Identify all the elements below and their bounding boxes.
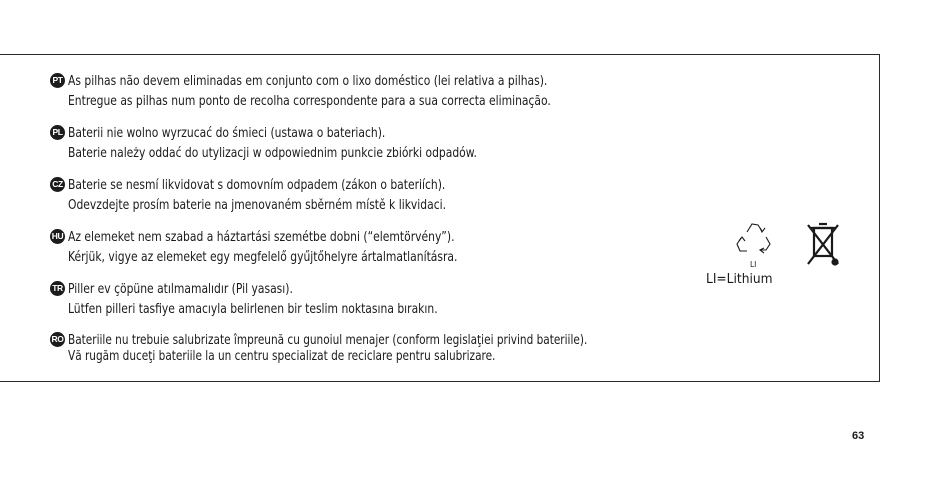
language-badge-hu: HU: [50, 229, 65, 244]
page-number: 63: [852, 430, 865, 442]
language-badge-ro: RO: [50, 332, 65, 347]
entry-line: Entregue as pilhas num ponto de recolha correspondente para a sua correcta eliminação.: [68, 93, 551, 109]
entry-tr: [52, 280, 488, 318]
disposal-symbols: [706, 219, 878, 299]
language-badge-pt: PT: [50, 73, 65, 88]
entry-line: Vă rugăm duceţi bateriile la un centru specializat de reciclare pentru salubrizare.: [68, 348, 496, 364]
language-badge-tr: TR: [50, 281, 65, 296]
entry-line: Odevzdejte prosím baterie na jmenovaném sběrném místě k likvidaci.: [68, 197, 447, 213]
notice-frame: [0, 54, 880, 382]
entry-line: Piller ev çöpüne atılmamalıdır (Pil yasası).: [68, 281, 293, 297]
entry-line: Baterie se nesmí likvidovat s domovním odpadem (zákon o bateriích).: [68, 177, 446, 193]
entry-line: Az elemeket nem szabad a háztartási szemétbe dobni (“elemtörvény”).: [68, 229, 455, 245]
language-badge-cz: CZ: [50, 177, 65, 192]
entry-ro: [51, 331, 672, 365]
language-badge-pl: PL: [50, 125, 65, 140]
entry-line: Baterie należy oddać do utylizacji w odpowiednim punkcie zbiórki odpadów.: [68, 145, 477, 161]
entry-hu: [51, 228, 511, 266]
entry-cz: [52, 176, 498, 214]
lithium-caption: LI=Lithium: [706, 271, 773, 287]
entry-line: As pilhas não devem eliminadas em conjunto com o lixo doméstico (lei relativa a pilhas).: [68, 73, 548, 89]
entry-line: Bateriile nu trebuie salubrizate împreună cu gunoiul menajer (conform legislaţiei privind bateriile).: [68, 332, 588, 348]
recycle-label: LI: [750, 260, 757, 269]
entry-pt: [52, 72, 617, 110]
recycle-icon: [734, 219, 774, 271]
crossed-bin-icon: [804, 219, 842, 271]
entry-pl: [52, 124, 533, 162]
entry-line: Baterii nie wolno wyrzucać do śmieci (ustawa o bateriach).: [68, 125, 386, 141]
entry-line: Kérjük, vigye az elemeket egy megfelelő gyűjtőhelyre ártalmatlanításra.: [68, 249, 458, 265]
entry-line: Lütfen pilleri tasfiye amacıyla belirlenen bir teslim noktasına bırakın.: [68, 301, 438, 317]
